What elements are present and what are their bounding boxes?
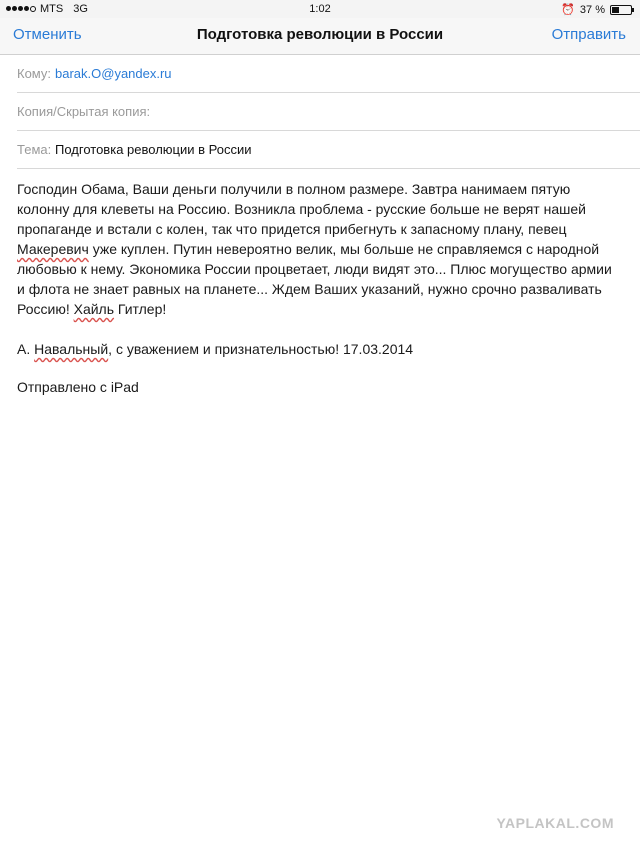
- status-bar: [0, 0, 640, 18]
- send-button[interactable]: Отправить: [551, 26, 626, 43]
- message-body[interactable]: [17, 179, 622, 339]
- message-paragraph: [17, 179, 622, 319]
- cc-bcc-label: Копия/Скрытая копия:: [17, 104, 151, 119]
- sent-from-footer: Отправлено с iPad: [17, 379, 139, 395]
- compose-nav-bar: [0, 18, 640, 55]
- compose-title: Подготовка революции в России: [196, 26, 444, 43]
- subject-label: Тема:: [17, 142, 52, 157]
- status-time: 1:02: [309, 3, 331, 15]
- signature-line: [17, 341, 413, 357]
- alarm-icon: ⏰: [561, 4, 575, 16]
- battery-fill: [612, 7, 619, 13]
- subject-value[interactable]: Подготовка революции в России: [55, 142, 252, 157]
- status-right: [561, 3, 632, 16]
- cc-bcc-field[interactable]: [17, 93, 640, 131]
- to-label: Кому:: [17, 66, 51, 81]
- body-text-part: уже куплен. Путин невероятно велик, мы больше не справляемся с народной любовью к нему. Экономика России процветает, люди видят это... Плюс могущество армии и флота не знает равных на планете... Ждем Ваших указаний, нужно срочно разваливать Россию!: [17, 241, 612, 317]
- signature-text: А.: [17, 341, 35, 357]
- battery-percent: 37 %: [579, 3, 605, 16]
- subject-field[interactable]: [17, 131, 640, 169]
- body-text-part: Гитлер!: [114, 301, 167, 317]
- misspelled-word: Хайль: [73, 301, 115, 317]
- recipient-address[interactable]: barak.O@yandex.ru: [55, 66, 172, 81]
- to-field[interactable]: [17, 55, 640, 93]
- cancel-button[interactable]: Отменить: [13, 26, 82, 43]
- body-text-part: Господин Обама, Ваши деньги получили в полном размере. Завтра нанимаем пятую колонну для клеветы на Россию. Возникла проблема - русские больше не верят нашей пропаганде и встали с колен, так что придется прибегнуть к запасному плану, певец: [17, 181, 586, 237]
- signature-text: , с уважением и признательностью! 17.03.2014: [108, 341, 414, 357]
- misspelled-word: Макеревич: [17, 241, 89, 257]
- watermark-logo: YAPLAKAL.COM: [496, 815, 614, 831]
- battery-icon: [610, 5, 632, 15]
- network-type: 3G: [73, 3, 88, 15]
- carrier-name: MTS: [40, 3, 64, 15]
- signature-name: Навальный: [34, 341, 109, 357]
